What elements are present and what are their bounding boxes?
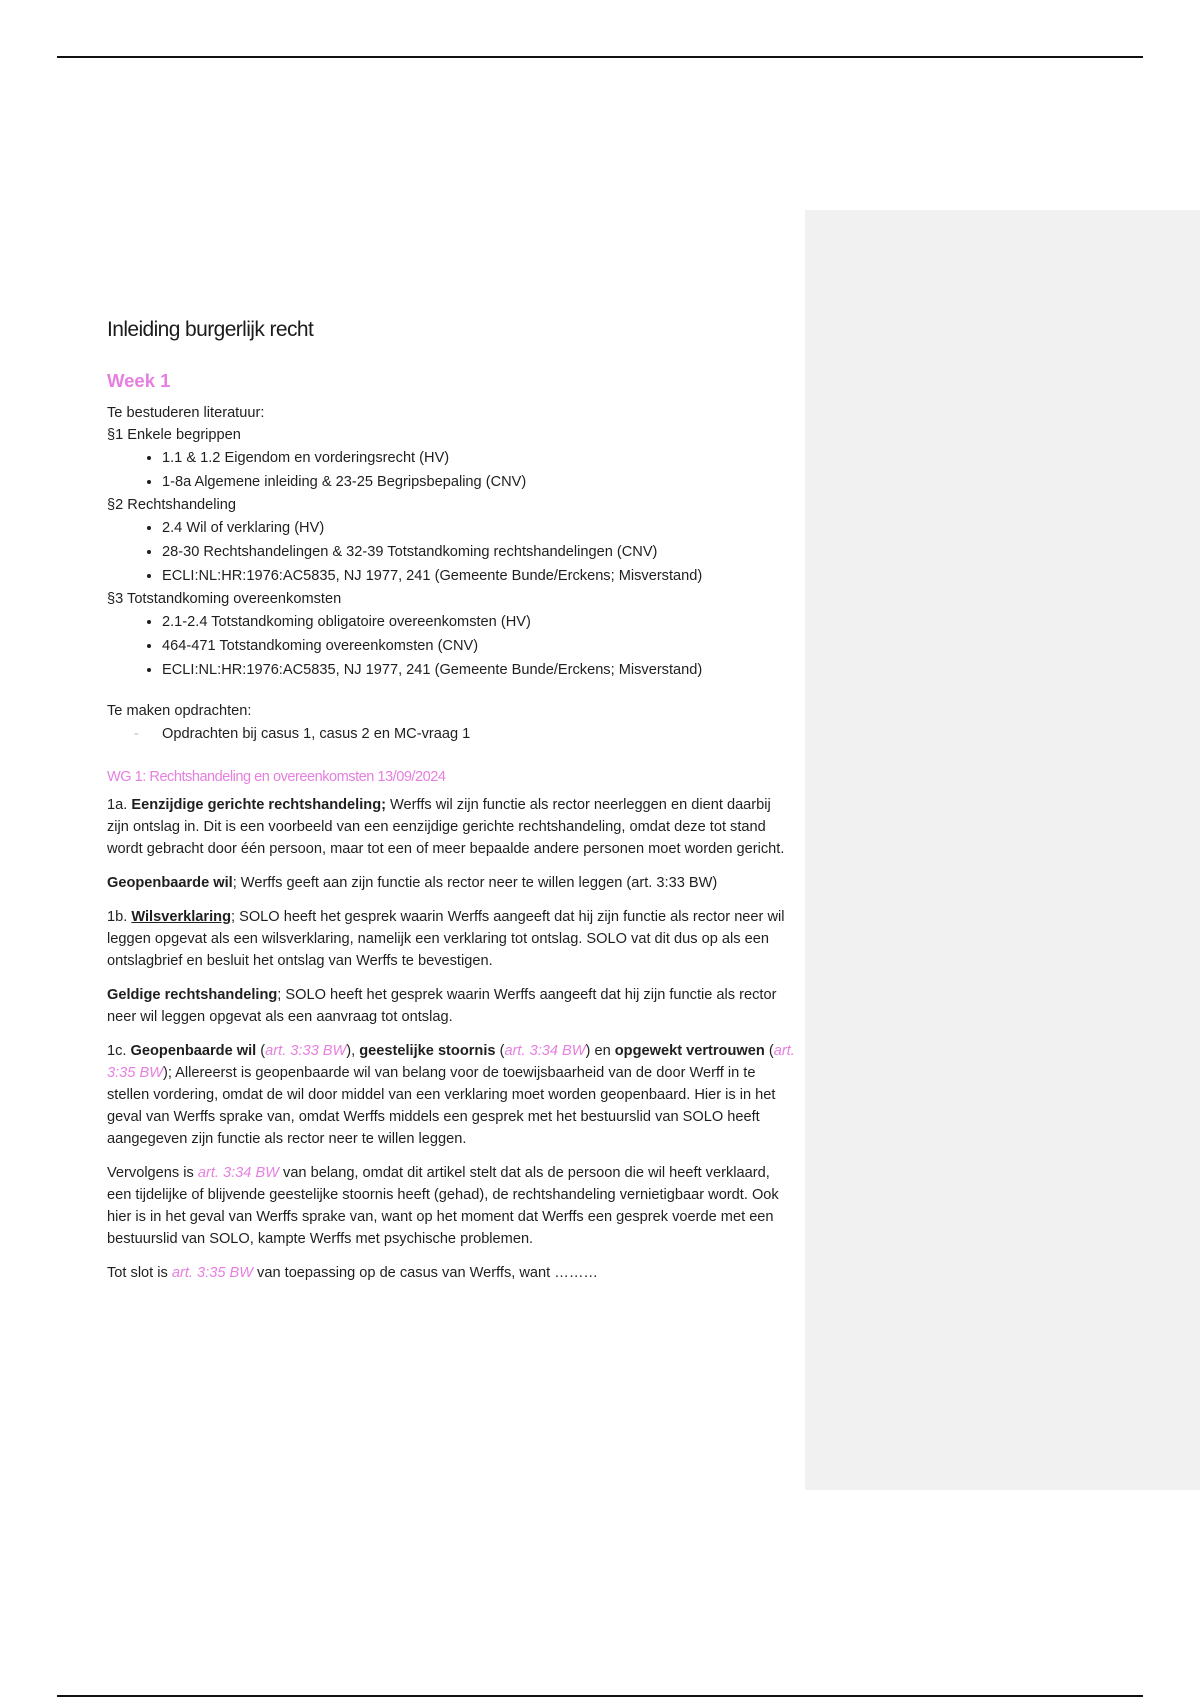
article-reference: art. 3:35 BW — [107, 1043, 795, 1081]
reading-list — [107, 516, 795, 588]
reading-list — [107, 610, 795, 682]
section-heading: §3 Totstandkoming overeenkomsten — [107, 591, 342, 607]
paragraph-geopenbaarde-wil: Geopenbaarde wil; Werffs geeft aan zijn functie als rector neer te willen leggen (art. 3:33 BW) — [107, 875, 718, 891]
document-body — [107, 316, 795, 1296]
paragraph-1a: 1a. Eenzijdige gerichte rechtshandeling; Werffs wil zijn functie als rector neerleggen en dient daarbij zijn ontslag in. Dit is een voorbeeld van een eenzijdige gerichte rechtshandeling, omdat deze tot stand wordt gebracht door één persoon, maar tot een of meer bepaalde andere personen moet worden gericht. — [107, 797, 785, 857]
article-reference: art. 3:35 BW — [171, 1265, 253, 1281]
paragraph-1c: 1c. Geopenbaarde wil (art. 3:33 BW), geestelijke stoornis (art. 3:34 BW) en opgewekt vertrouwen (art. 3:35 BW); Allereerst is geopenbaarde wil van belang voor de toewijsbaarheid van de door Werff in te stellen vordering, omdat de wil door middel van een verklaring moet worden geopenbaard. Hier is in het geval van Werffs sprake van, omdat Werffs middels een gesprek met het bestuurslid van SOLO heeft aangegeven zijn functie als rector neer te willen leggen. — [107, 1043, 795, 1147]
list-item: • 2.4 Wil of verklaring (HV) — [162, 516, 795, 540]
article-reference: art. 3:34 BW — [504, 1043, 586, 1059]
paragraph-geldige-rechtshandeling: Geldige rechtshandeling; SOLO heeft het gesprek waarin Werffs aangeeft dat hij zijn functie als rector neer wil leggen opgevat als een aanvraag tot ontslag. — [107, 987, 777, 1025]
paragraph-tot-slot: Tot slot is art. 3:35 BW van toepassing op de casus van Werffs, want ……… — [107, 1265, 599, 1281]
list-item: • ECLI:NL:HR:1976:AC5835, NJ 1977, 241 (Gemeente Bunde/Erckens; Misverstand) — [162, 564, 795, 588]
paragraph-vervolgens: Vervolgens is art. 3:34 BW van belang, omdat dit artikel stelt dat als de persoon die wil heeft verklaard, een tijdelijke of blijvende geestelijke stoornis heeft (gehad), de rechtshandeling vernietigbaar wordt. Ook hier is in het geval van Werffs sprake van, want op het moment dat Werffs een gesprek voerde met een bestuurslid van SOLO, kampte Werffs met psychische problemen. — [107, 1165, 779, 1247]
reading-list — [107, 446, 795, 494]
tasks-label: Te maken opdrachten: — [107, 703, 252, 719]
wg-heading: WG 1: Rechtshandeling en overeenkomsten 13/09/2024 — [107, 769, 446, 785]
article-reference: art. 3:33 BW — [265, 1043, 347, 1059]
list-item: • 464-471 Totstandkoming overeenkomsten (CNV) — [162, 634, 795, 658]
list-item: • 28-30 Rechtshandelingen & 32-39 Totstandkoming rechtshandelingen (CNV) — [162, 540, 795, 564]
comment-margin-panel — [805, 210, 1200, 1490]
section-heading: §1 Enkele begrippen — [107, 427, 241, 443]
list-item: • 1.1 & 1.2 Eigendom en vorderingsrecht (HV) — [162, 446, 795, 470]
list-item: • 2.1-2.4 Totstandkoming obligatoire overeenkomsten (HV) — [162, 610, 795, 634]
list-item: • ECLI:NL:HR:1976:AC5835, NJ 1977, 241 (Gemeente Bunde/Erckens; Misverstand) — [162, 658, 795, 682]
list-item: • 1-8a Algemene inleiding & 23-25 Begripsbepaling (CNV) — [162, 470, 795, 494]
paragraph-1b: 1b. Wilsverklaring; SOLO heeft het gesprek waarin Werffs aangeeft dat hij zijn functie als rector neer wil leggen opgevat als een wilsverklaring, namelijk een verklaring tot ontslag. SOLO vat dit dus op als een ontslagbrief en besluit het ontslag van Werffs te bevestigen. — [107, 909, 785, 969]
footer-rule — [57, 1695, 1143, 1697]
literature-label: Te bestuderen literatuur: — [107, 405, 265, 421]
task-list — [107, 722, 795, 746]
article-reference: art. 3:34 BW — [197, 1165, 279, 1181]
week-heading: Week 1 — [107, 370, 171, 391]
page-title: Inleiding burgerlijk recht — [107, 318, 314, 341]
list-item: - Opdrachten bij casus 1, casus 2 en MC-vraag 1 — [162, 722, 795, 746]
header-rule — [57, 56, 1143, 58]
section-heading: §2 Rechtshandeling — [107, 497, 237, 513]
